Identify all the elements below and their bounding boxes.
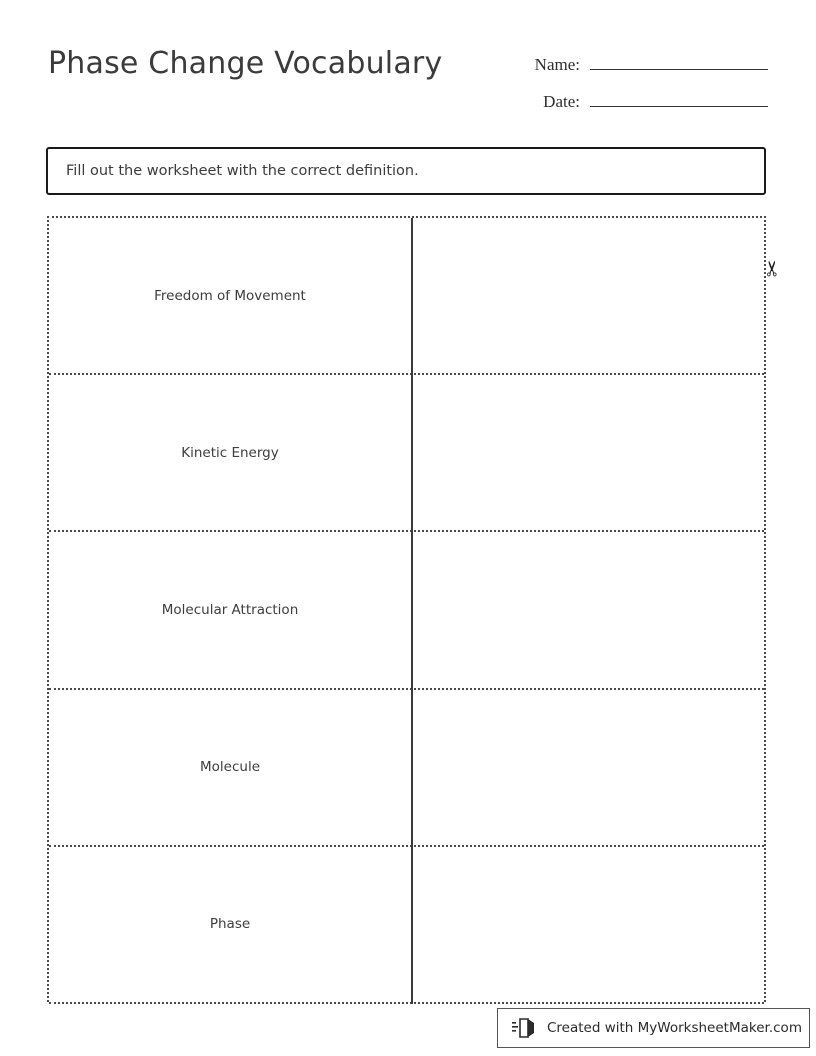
definition-cell[interactable] xyxy=(411,690,764,845)
table-row xyxy=(49,847,764,1004)
page-title: Phase Change Vocabulary xyxy=(48,46,443,81)
table-row xyxy=(49,690,764,847)
name-field-row xyxy=(508,52,768,75)
definition-cell[interactable] xyxy=(411,532,764,687)
term-label: Molecular Attraction xyxy=(161,601,299,618)
name-input-line[interactable] xyxy=(590,52,768,70)
worksheet-table xyxy=(47,216,766,1002)
table-row xyxy=(49,532,764,689)
scissors-icon: ✂ xyxy=(760,259,785,278)
footer-badge[interactable] xyxy=(497,1008,810,1048)
date-field-row xyxy=(508,89,768,112)
instruction-box xyxy=(46,147,766,195)
term-cell xyxy=(49,847,411,1002)
term-cell xyxy=(49,690,411,845)
term-label: Kinetic Energy xyxy=(181,444,279,461)
date-label: Date: xyxy=(543,92,580,111)
definition-cell[interactable] xyxy=(411,218,764,373)
column-divider xyxy=(411,218,413,1004)
definition-cell[interactable] xyxy=(411,847,764,1002)
term-cell xyxy=(49,375,411,530)
term-label: Phase xyxy=(209,916,251,933)
definition-cell[interactable] xyxy=(411,375,764,530)
term-cell xyxy=(49,218,411,373)
name-label: Name: xyxy=(534,55,580,74)
term-label: Molecule xyxy=(200,759,260,776)
table-row xyxy=(49,218,764,375)
date-input-line[interactable] xyxy=(590,89,768,107)
term-label: Freedom of Movement xyxy=(154,287,306,304)
myworksheetmaker-logo-icon xyxy=(512,1017,538,1039)
term-cell xyxy=(49,532,411,687)
worksheet-header xyxy=(0,0,816,130)
table-row xyxy=(49,375,764,532)
footer-text: Created with MyWorksheetMaker.com xyxy=(547,1020,802,1036)
instruction-text: Fill out the worksheet with the correct definition. xyxy=(66,163,419,179)
